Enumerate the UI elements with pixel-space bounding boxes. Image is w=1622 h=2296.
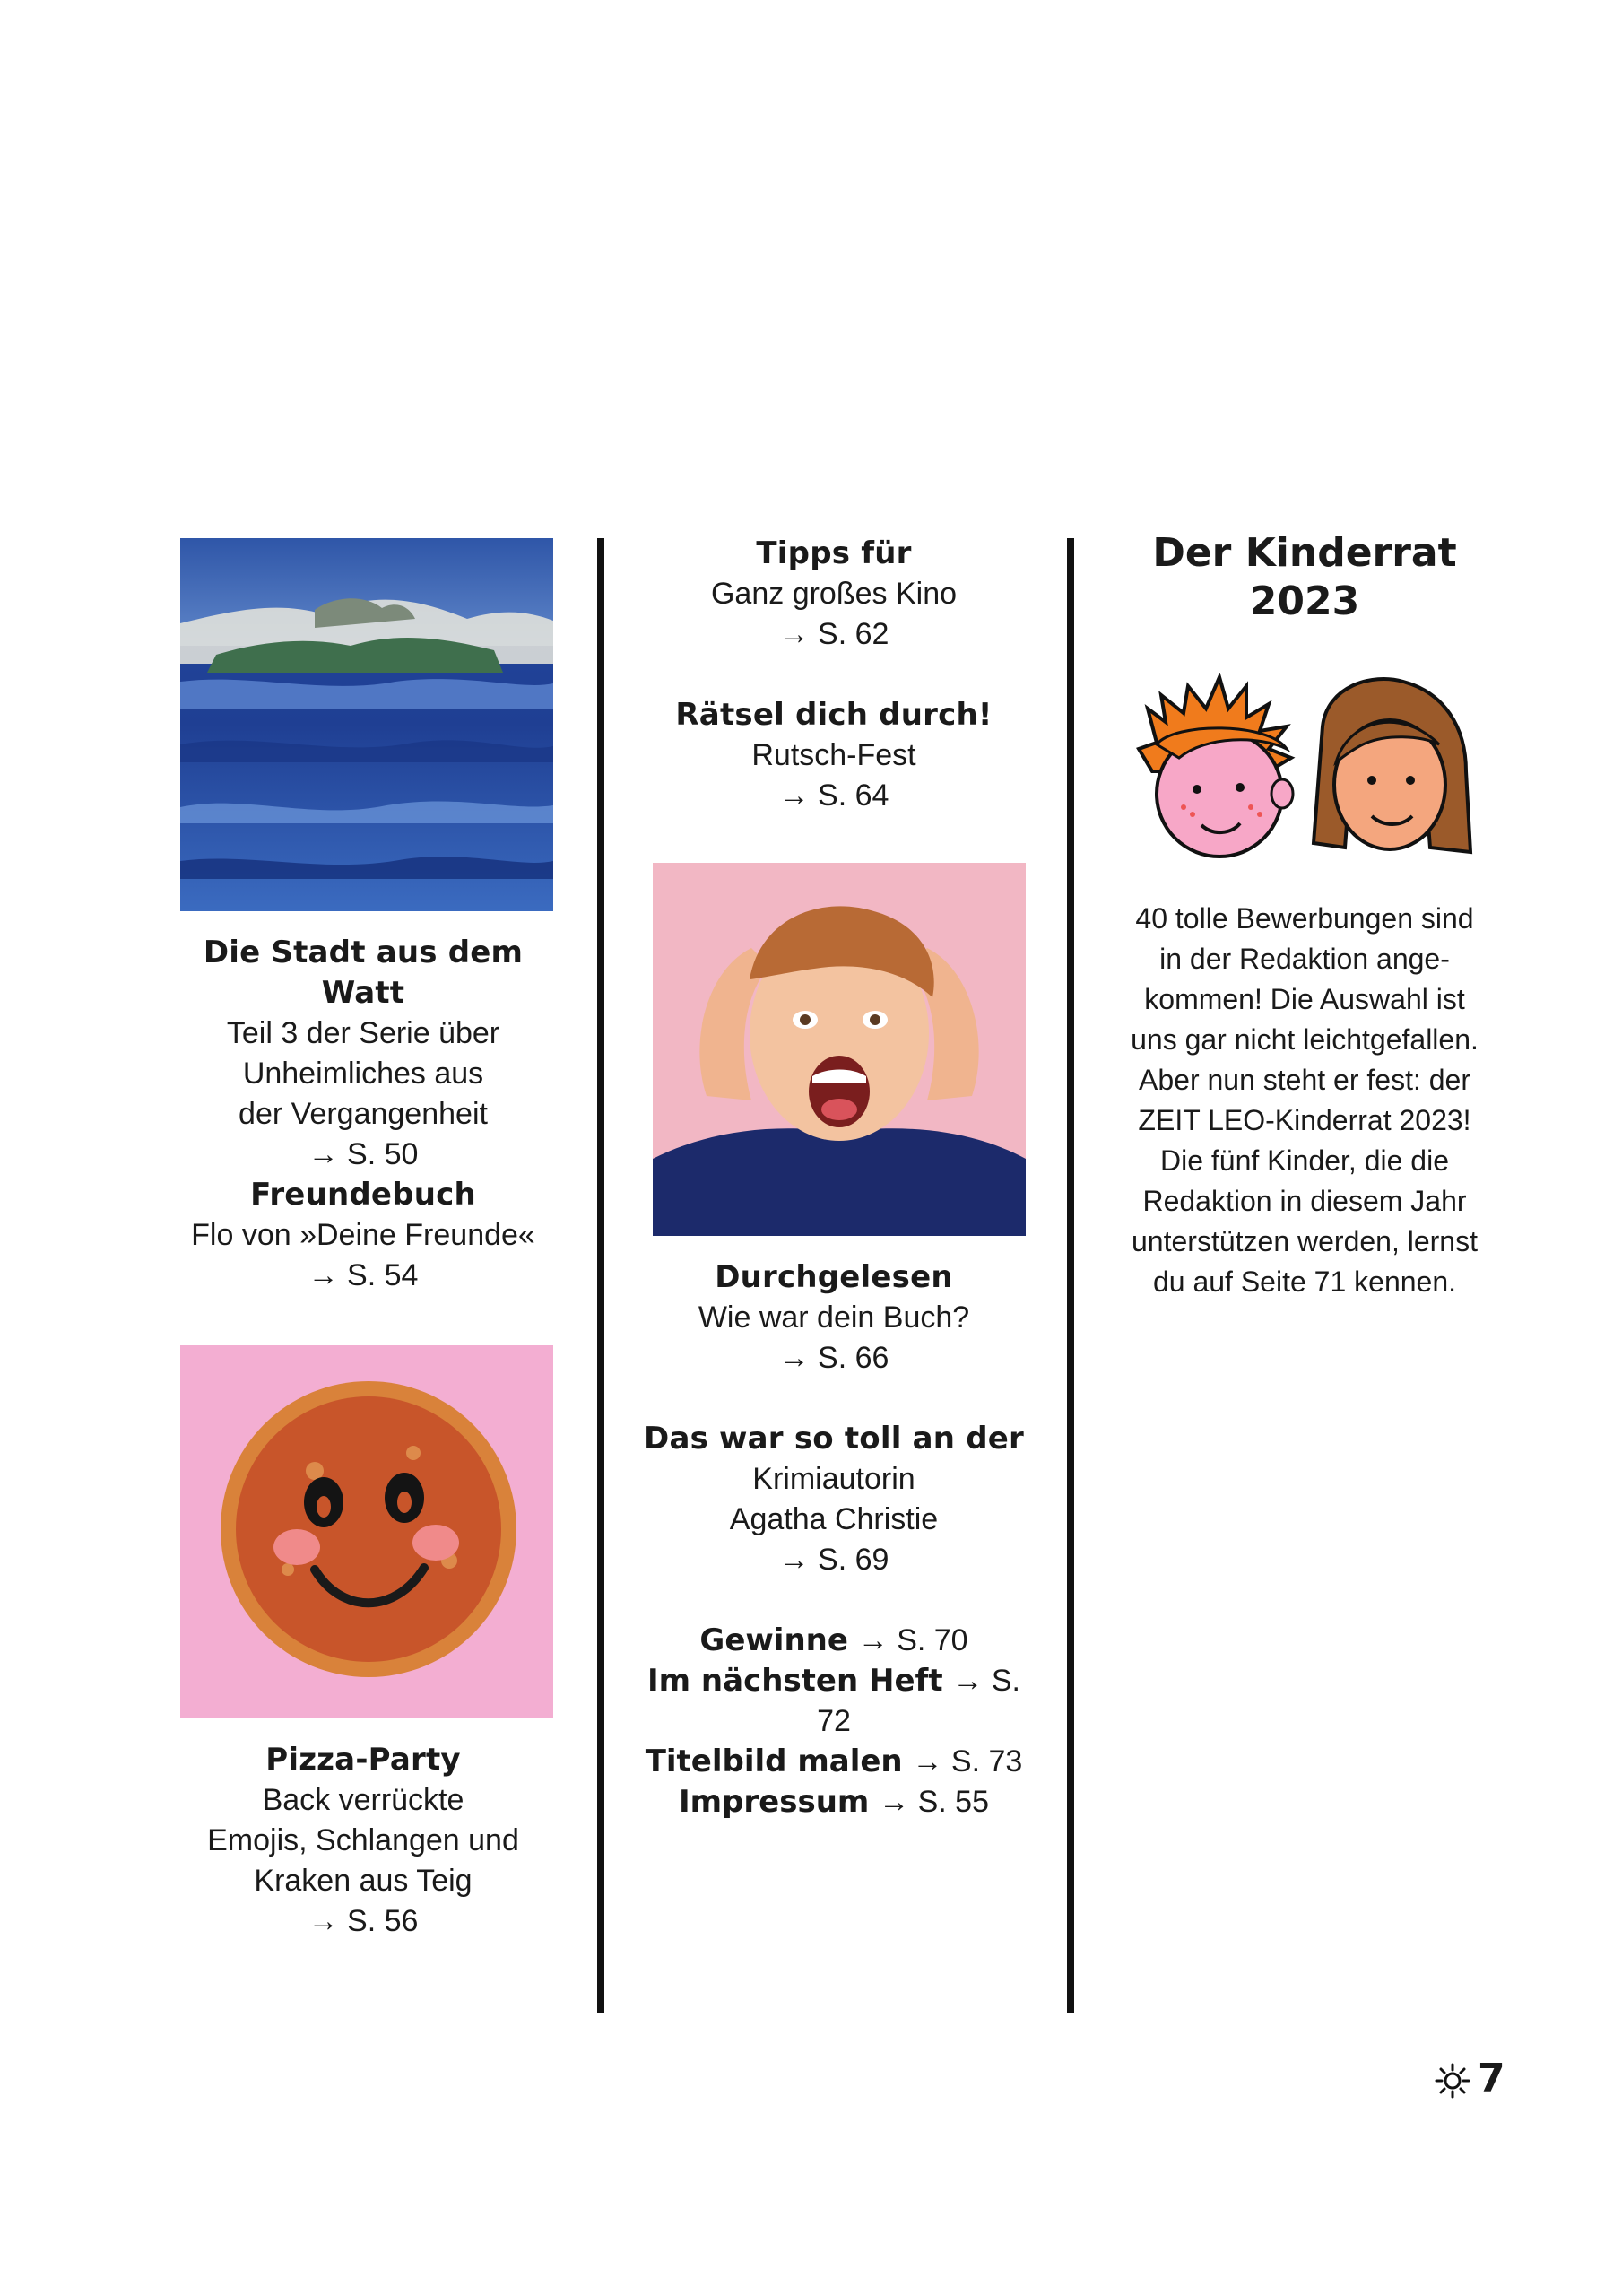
toc-entry-agatha-christie[interactable]: [628, 1419, 1040, 1580]
kinderrat-line: 40 tolle Bewerbungen sind: [1135, 902, 1474, 935]
entry-line: Wie war dein Buch?: [698, 1300, 970, 1335]
entry-title: Die Stadt aus dem Watt: [203, 935, 524, 1011]
toc-entry-tipps[interactable]: [628, 534, 1040, 655]
page-number-footer: [1435, 2054, 1524, 2108]
sun-icon: [1435, 2063, 1470, 2099]
entry-page-ref: → S. 66: [628, 1338, 1040, 1378]
link-title: Gewinne: [699, 1622, 848, 1658]
entry-line: der Vergangenheit: [239, 1097, 488, 1131]
entry-line: Emojis, Schlangen und: [207, 1823, 519, 1857]
kinderrat-kids-illustration: [1134, 673, 1479, 865]
toc-entry-durchgelesen[interactable]: [628, 1257, 1040, 1378]
kinderrat-line: kommen! Die Auswahl ist: [1144, 983, 1465, 1015]
entry-line: Krimiautorin: [752, 1462, 915, 1496]
column-left: [157, 0, 569, 2296]
entry-title: Rätsel dich durch!: [675, 697, 993, 733]
toc-link-titelbild[interactable]: [628, 1742, 1040, 1782]
toc-entry-watt[interactable]: [157, 933, 569, 1175]
entry-title: Durchgelesen: [715, 1259, 953, 1295]
entry-page-ref: → S. 69: [628, 1540, 1040, 1580]
column-right: [1089, 0, 1520, 2296]
page-number: 7: [1478, 2056, 1505, 2101]
entry-line: Flo von »Deine Freunde«: [191, 1218, 535, 1252]
toc-link-gewinne[interactable]: [628, 1621, 1040, 1661]
kinderrat-line: Aber nun steht er fest: der: [1139, 1064, 1470, 1096]
entry-line: Back verrückte: [262, 1783, 464, 1817]
kinderrat-line: ZEIT LEO-Kinderrat 2023!: [1138, 1104, 1471, 1136]
entry-title: Das war so toll an der: [644, 1421, 1024, 1457]
entry-line: Ganz großes Kino: [710, 577, 958, 611]
toc-link-naechstes-heft[interactable]: [628, 1661, 1040, 1742]
entry-line: Teil 3 der Serie über: [226, 1016, 500, 1050]
entry-page-ref: → S. 62: [628, 614, 1040, 655]
toc-entry-pizza[interactable]: [157, 1740, 569, 1942]
kinderrat-line: in der Redaktion ange-: [1159, 943, 1450, 975]
link-title: Impressum: [678, 1784, 870, 1820]
kinderrat-line: Redaktion in diesem Jahr: [1142, 1185, 1467, 1217]
entry-page-ref: → S. 54: [157, 1256, 569, 1296]
column-divider: [1067, 538, 1074, 2013]
link-title: Titelbild malen: [645, 1744, 903, 1779]
watt-sea-illustration: [180, 538, 553, 911]
kinderrat-line: uns gar nicht leichtgefallen.: [1131, 1023, 1479, 1056]
toc-entry-raetsel[interactable]: [628, 695, 1040, 816]
entry-line: Agatha Christie: [729, 1502, 939, 1536]
kinderrat-title-line1: Der Kinderrat: [1152, 530, 1457, 576]
pizza-smiley-photo: [180, 1345, 553, 1718]
toc-short-links: [628, 1621, 1040, 1822]
entry-line: Unheimliches aus: [242, 1057, 484, 1091]
entry-line: Kraken aus Teig: [254, 1864, 473, 1898]
entry-title: Pizza-Party: [265, 1742, 461, 1778]
kinderrat-line: Die fünf Kinder, die die: [1160, 1144, 1449, 1177]
link-page-ref: → S. 72: [817, 1664, 1020, 1738]
entry-page-ref: → S. 64: [628, 776, 1040, 816]
entry-title: Freundebuch: [250, 1177, 476, 1213]
link-page-ref: → S. 55: [879, 1785, 989, 1819]
kinderrat-line: unterstützen werden, lernst: [1132, 1225, 1478, 1257]
kinderrat-title-line2: 2023: [1249, 578, 1360, 624]
entry-page-ref: → S. 56: [157, 1901, 569, 1942]
kinderrat-text: [1089, 899, 1520, 1302]
toc-link-impressum[interactable]: [628, 1782, 1040, 1822]
kinderrat-heading: [1089, 529, 1520, 626]
link-title: Im nächsten Heft: [647, 1663, 943, 1699]
entry-page-ref: → S. 50: [157, 1135, 569, 1175]
kinderrat-line: du auf Seite 71 kennen.: [1152, 1265, 1457, 1298]
column-divider: [597, 538, 604, 2013]
entry-title: Tipps für: [756, 535, 912, 571]
column-middle: [628, 0, 1040, 2296]
link-page-ref: → S. 70: [858, 1623, 968, 1657]
entry-line: Rutsch-Fest: [751, 738, 916, 772]
surprised-boy-photo: [653, 863, 1026, 1236]
toc-entry-freundebuch[interactable]: [157, 1175, 569, 1296]
link-page-ref: → S. 73: [912, 1744, 1022, 1779]
